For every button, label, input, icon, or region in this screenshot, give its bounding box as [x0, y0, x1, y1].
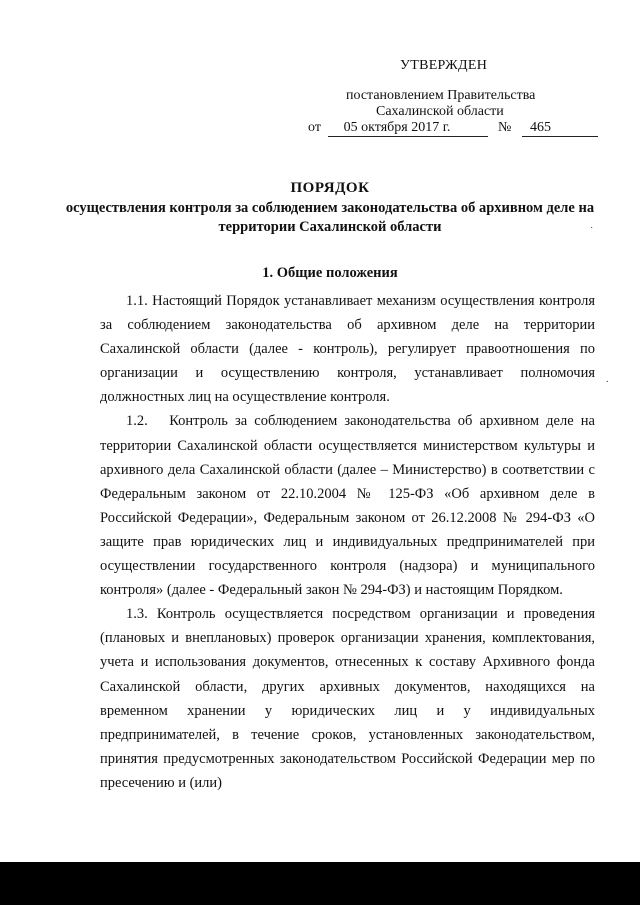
scan-speck: .: [606, 374, 609, 385]
paragraph-1-1: 1.1. Настоящий Порядок устанавливает механизм осуществления контроля за соблюдением законодательства об архивном деле на территории Сахалинской области (далее - контроль), регулирует правоотношения по организации и осуществлению контроля, устанавливает полномочия должностных лиц на осуществление контроля.: [100, 293, 595, 406]
paragraph-1-3: 1.3. Контроль осуществляется посредством организации и проведения (плановых и внеплановых) проверок организации хранения, комплектования, учета и использования документов, отнесенных к составу Архивного фонда Сахалинской области, других архивных документов, находящихся на временном хранении у юридических лиц и у индивидуальных предпринимателей, в течение сроков, установленных законодательством, принятия предусмотренных законодательством Российской Федерации мер по пресечению и (или): [100, 606, 595, 791]
date-prefix: от: [308, 120, 321, 135]
paragraph-1-2: 1.2. Контроль за соблюдением законодательства об архивном деле на территории Сахалинской области осуществляется министерством культуры и архивного дела Сахалинской области (далее – Министерство) в соответствии с Федеральным законом от 22.10.2004 № 125-ФЗ «Об архивном деле в Российской Федерации», Федеральным законом от 26.12.2008 № 294-ФЗ «О защите прав юридических лиц и индивидуальных предпринимателей при осуществлении государственного контроля (надзора) и муниципального контроля» (далее - Федеральный закон № 294-ФЗ) и настоящим Порядком.: [100, 413, 595, 599]
approval-line-1: постановлением Правительства: [346, 88, 536, 103]
scan-bottom-edge: [0, 862, 640, 905]
title-main: ПОРЯДОК: [290, 180, 370, 196]
approval-number: 465: [530, 120, 551, 135]
title-subtitle: осуществления контроля за соблюдением законодательства об архивном деле на территории Сахалинской области: [65, 200, 595, 235]
approval-date: 05 октября 2017 г.: [343, 120, 451, 135]
body-text: [100, 289, 595, 795]
approval-line-2: Сахалинской области: [376, 104, 504, 119]
document-title: [60, 180, 600, 237]
approval-date-line: [300, 120, 600, 140]
number-prefix: №: [498, 120, 512, 135]
section-heading: 1. Общие положения: [262, 265, 398, 281]
approved-label: УТВЕРЖДЕН: [400, 58, 488, 73]
scan-speck: ˙: [590, 226, 594, 237]
